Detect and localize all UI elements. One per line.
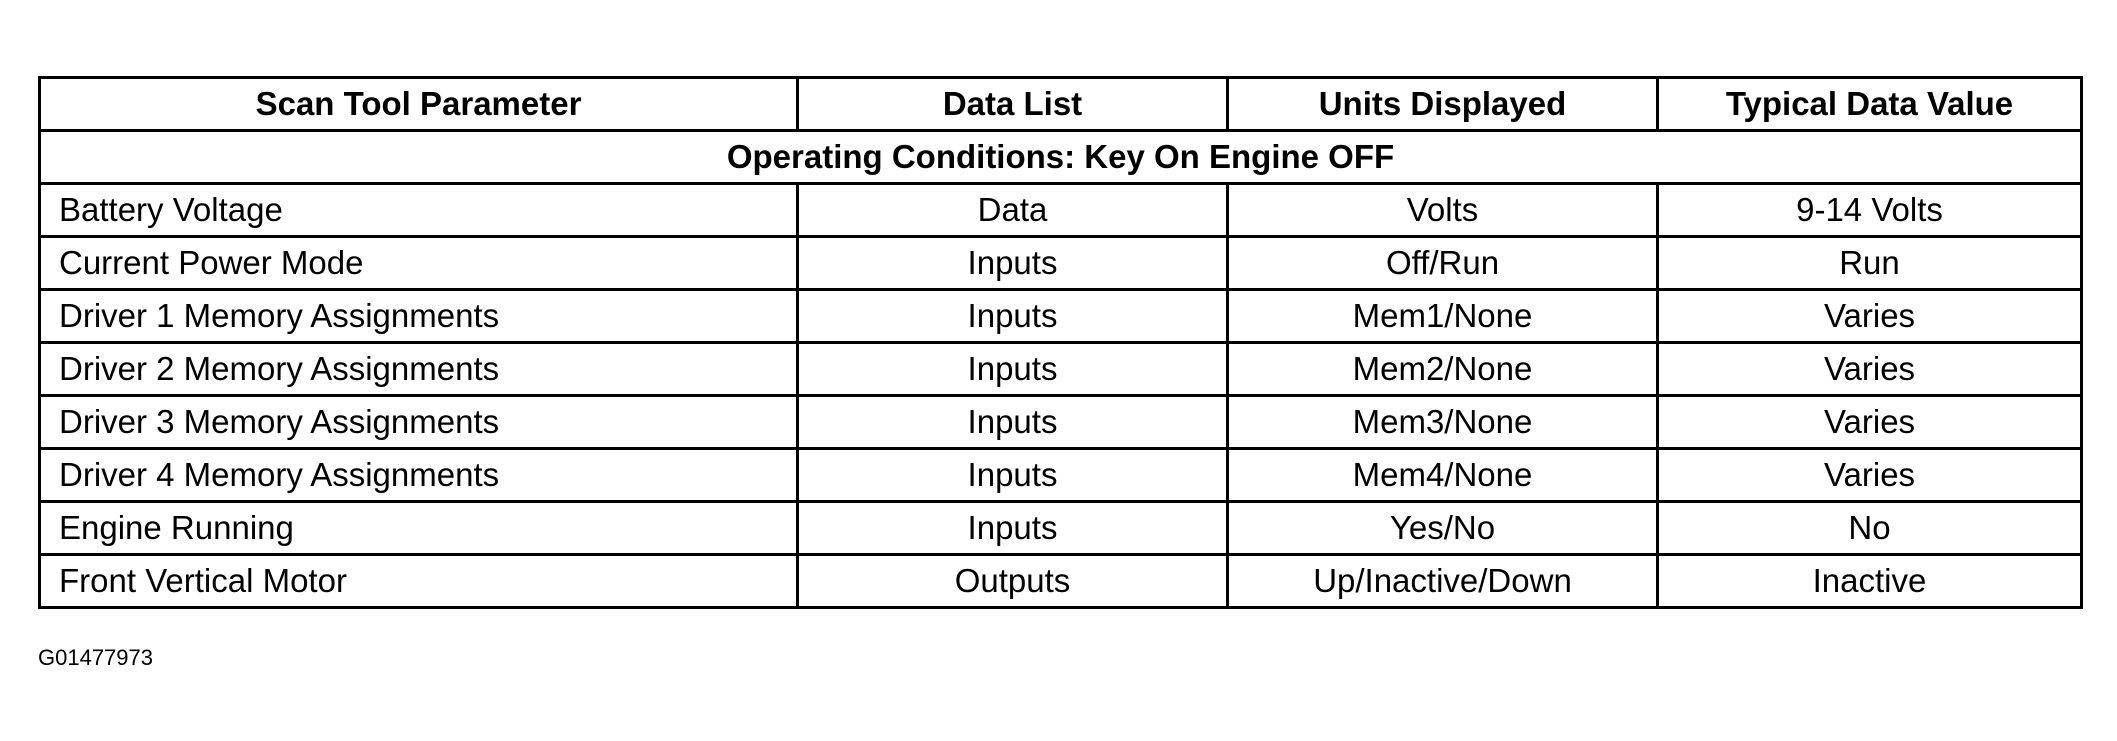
header-units-displayed: Units Displayed: [1228, 78, 1658, 131]
units-cell: Off/Run: [1228, 237, 1658, 290]
typical-value-cell: No: [1658, 502, 2082, 555]
table-row: [40, 555, 2082, 608]
typical-value-cell: Varies: [1658, 343, 2082, 396]
figure-id: G01477973: [38, 645, 153, 670]
table-row: [40, 343, 2082, 396]
data-list-cell: Data: [798, 184, 1228, 237]
typical-value-cell: Varies: [1658, 449, 2082, 502]
units-cell: Up/Inactive/Down: [1228, 555, 1658, 608]
section-row: [40, 131, 2082, 184]
header-typical-data-value: Typical Data Value: [1658, 78, 2082, 131]
typical-value-cell: Varies: [1658, 290, 2082, 343]
scan-tool-data-table: [38, 76, 2083, 609]
data-list-cell: Inputs: [798, 502, 1228, 555]
units-cell: Yes/No: [1228, 502, 1658, 555]
parameter-cell: Battery Voltage: [40, 184, 798, 237]
table-row: [40, 449, 2082, 502]
table-row: [40, 184, 2082, 237]
header-scan-tool-parameter: Scan Tool Parameter: [40, 78, 798, 131]
parameter-cell: Engine Running: [40, 502, 798, 555]
table-row: [40, 502, 2082, 555]
table-row: [40, 290, 2082, 343]
units-cell: Mem4/None: [1228, 449, 1658, 502]
data-list-cell: Inputs: [798, 449, 1228, 502]
header-row: [40, 78, 2082, 131]
typical-value-cell: Varies: [1658, 396, 2082, 449]
units-cell: Mem2/None: [1228, 343, 1658, 396]
data-list-cell: Inputs: [798, 290, 1228, 343]
data-list-cell: Outputs: [798, 555, 1228, 608]
table-row: [40, 396, 2082, 449]
typical-value-cell: Run: [1658, 237, 2082, 290]
section-title: Operating Conditions: Key On Engine OFF: [40, 131, 2082, 184]
units-cell: Volts: [1228, 184, 1658, 237]
typical-value-cell: Inactive: [1658, 555, 2082, 608]
units-cell: Mem3/None: [1228, 396, 1658, 449]
data-list-cell: Inputs: [798, 396, 1228, 449]
units-cell: Mem1/None: [1228, 290, 1658, 343]
parameter-cell: Driver 2 Memory Assignments: [40, 343, 798, 396]
parameter-cell: Current Power Mode: [40, 237, 798, 290]
parameter-cell: Driver 1 Memory Assignments: [40, 290, 798, 343]
data-list-cell: Inputs: [798, 237, 1228, 290]
header-data-list: Data List: [798, 78, 1228, 131]
typical-value-cell: 9-14 Volts: [1658, 184, 2082, 237]
parameter-cell: Driver 4 Memory Assignments: [40, 449, 798, 502]
parameter-cell: Front Vertical Motor: [40, 555, 798, 608]
data-list-cell: Inputs: [798, 343, 1228, 396]
parameter-cell: Driver 3 Memory Assignments: [40, 396, 798, 449]
table-row: [40, 237, 2082, 290]
